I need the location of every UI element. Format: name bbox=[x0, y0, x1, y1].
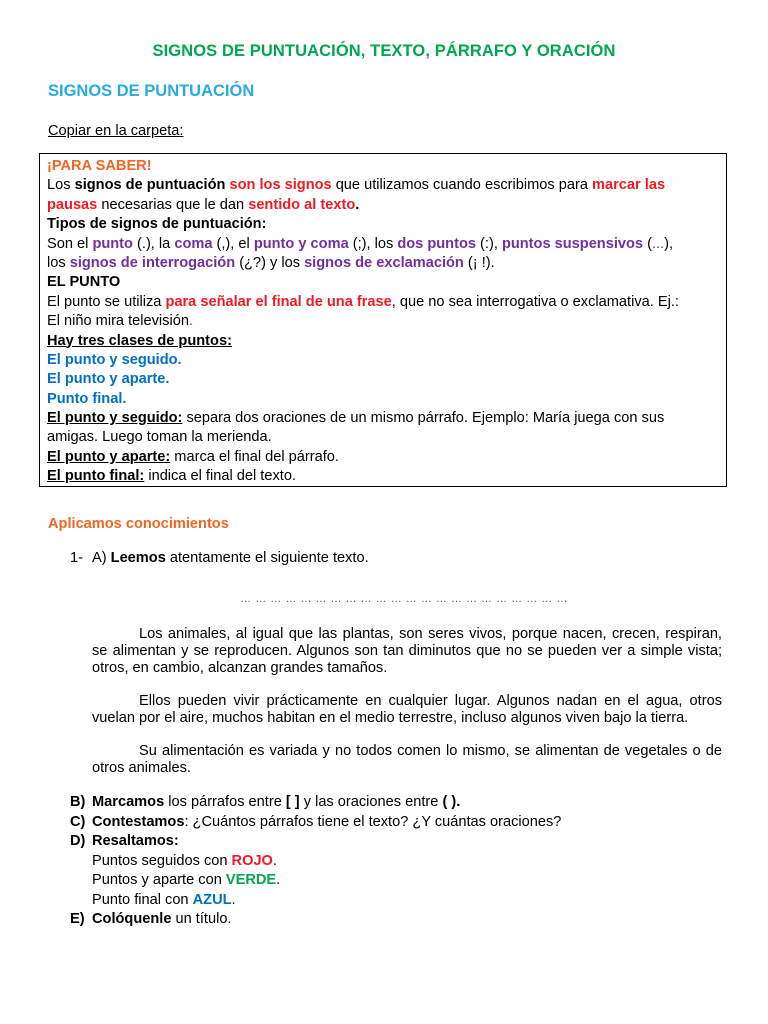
activity-d-rojo: Puntos seguidos con ROJO. bbox=[92, 852, 277, 869]
definition-line-2: pausas necesarias que le dan sentido al texto. bbox=[47, 196, 360, 213]
reading-paragraph-3: Su alimentación es variada y no todos comen lo mismo, se alimentan de vegetales o de otros animales. bbox=[92, 743, 722, 776]
activity-d-azul: Punto final con AZUL. bbox=[92, 891, 236, 908]
def-punto-final: El punto final: indica el final del texto. bbox=[47, 468, 296, 485]
activity-b: B) Marcamos los párrafos entre [ ] y las oraciones entre ( ). bbox=[70, 794, 461, 810]
clase-punto-aparte: El punto y aparte. bbox=[47, 371, 170, 388]
reading-paragraph-1: Los animales, al igual que las plantas, son seres vivos, porque nacen, crecen, respiran, se alimentan y se reproducen. Algunos son tan diminutos que no se pueden ver a simple vista; otros, en cambio, alcanzan grandes tamaños. bbox=[92, 626, 722, 676]
activities-list bbox=[70, 793, 561, 930]
section-title: SIGNOS DE PUNTUACIÓN bbox=[48, 82, 255, 100]
def-punto-aparte: El punto y aparte: marca el final del párrafo. bbox=[47, 448, 339, 465]
tres-clases-heading: Hay tres clases de puntos: bbox=[47, 332, 232, 349]
el-punto-heading: EL PUNTO bbox=[47, 274, 121, 291]
def-punto-seguido: El punto y seguido: separa dos oraciones de un mismo párrafo. Ejemplo: María juega con sus bbox=[47, 410, 665, 427]
separator-dots: … … … … … … … … … … … … … … … … … … … … … … bbox=[240, 593, 568, 605]
page-title: SIGNOS DE PUNTUACIÓN, TEXTO, PÁRRAFO Y ORACIÓN bbox=[152, 42, 616, 60]
definition-line-1: Los signos de puntuación son los signos que utilizamos cuando escribimos para marcar las bbox=[47, 177, 666, 194]
tipos-heading: Tipos de signos de puntuación: bbox=[47, 216, 267, 233]
tipos-line-2: los signos de interrogación (¿?) y los signos de exclamación (¡ !). bbox=[47, 254, 495, 271]
tipos-line-1: Son el punto (.), la coma (,), el punto y coma (;), los dos puntos (:), puntos suspensivos (...), bbox=[47, 235, 674, 252]
activity-c: C) Contestamos: ¿Cuántos párrafos tiene el texto? ¿Y cuántas oraciones? bbox=[70, 813, 562, 830]
copy-instruction: Copiar en la carpeta: bbox=[48, 123, 184, 139]
activity-e: E) Colóquenle un título. bbox=[70, 911, 232, 927]
clase-punto-seguido: El punto y seguido. bbox=[47, 351, 182, 368]
activity-d-verde: Puntos y aparte con VERDE. bbox=[92, 872, 281, 888]
clase-punto-final: Punto final. bbox=[47, 390, 127, 407]
punto-definition: El punto se utiliza para señalar el final de una frase, que no sea interrogativa o exclamativa. Ej.: bbox=[47, 293, 679, 310]
reading-paragraph-2: Ellos pueden vivir prácticamente en cualquier lugar. Algunos nadan en el agua, otros vuelan por el aire, muchos habitan en el medio terrestre, incluso algunos viven bajo la tierra. bbox=[92, 693, 722, 726]
info-box bbox=[39, 153, 727, 487]
activity-d: D) Resaltamos: bbox=[70, 833, 179, 849]
apply-heading: Aplicamos conocimientos bbox=[48, 516, 229, 532]
exercise-1: 1- A) Leemos atentamente el siguiente texto. bbox=[70, 550, 369, 566]
para-saber-heading: ¡PARA SABER! bbox=[47, 158, 152, 174]
def-punto-seguido-cont: amigas. Luego toman la merienda. bbox=[47, 429, 272, 446]
punto-example: El niño mira televisión. bbox=[47, 313, 194, 330]
